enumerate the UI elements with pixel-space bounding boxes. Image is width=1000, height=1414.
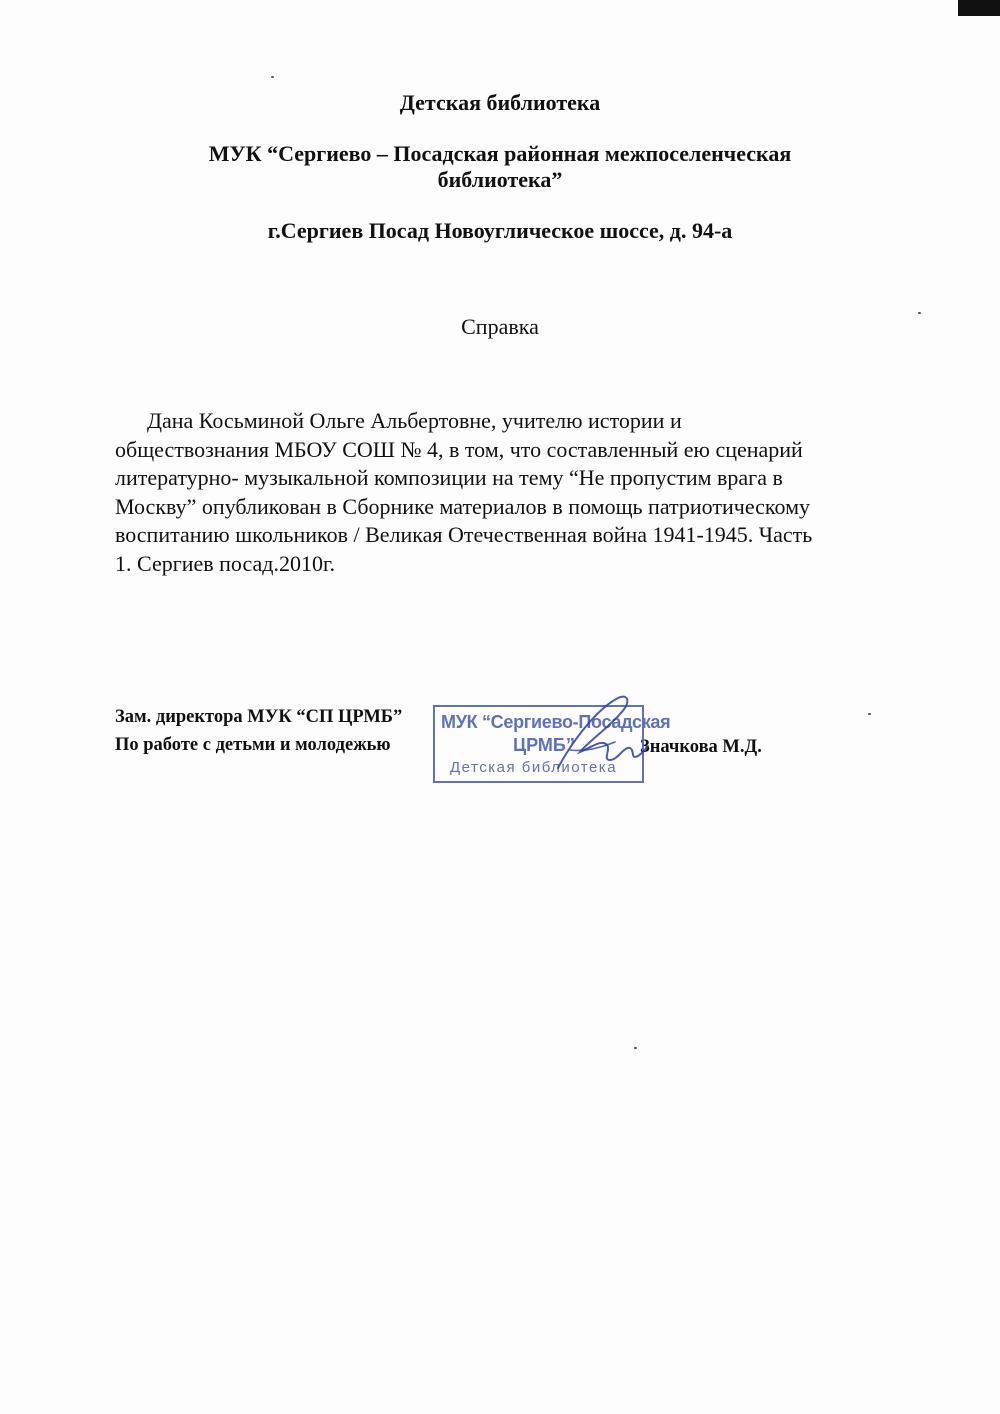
address: г.Сергиев Посад Новоуглическое шоссе, д. 94-а: [267, 218, 733, 243]
signer-position-line2: По работе с детьми и молодежью: [115, 735, 391, 755]
library-name: Детская библиотека: [399, 90, 601, 115]
handwritten-signature: [540, 690, 650, 780]
body-line: Москву” опубликован в Сборнике материалов в помощь патриотическому: [115, 493, 810, 519]
signer-position-line1: Зам. директора МУК “СП ЦРМБ”: [115, 707, 403, 727]
body-line: обществознания МБОУ СОШ № 4, в том, что составленный ею сценарий: [115, 436, 803, 462]
scan-speck: [271, 76, 274, 78]
document-title: Справка: [461, 314, 539, 339]
body-line: Дана Косьминой Ольге Альбертовне, учителю истории и: [147, 408, 682, 433]
certificate-body: [115, 407, 875, 578]
stamp-text-line2: ЦРМБ”: [513, 735, 575, 755]
body-line: воспитанию школьников / Великая Отечественная война 1941-1945. Часть: [115, 522, 813, 547]
organization-name-line2: библиотека”: [437, 167, 563, 192]
stamp-text-line3: Детская библиотека: [450, 759, 618, 776]
organization-name-line1: МУК “Сергиево – Посадская районная межпоселенческая: [208, 141, 792, 166]
scan-corner-mark: [958, 0, 1000, 16]
scan-speck: [634, 1047, 637, 1049]
signer-name: Значкова М.Д.: [640, 737, 762, 757]
body-line: 1. Сергиев посад.2010г.: [115, 550, 336, 576]
scan-speck: [868, 713, 871, 715]
body-line: литературно- музыкальной композиции на тему “Не пропустим врага в: [115, 465, 783, 490]
stamp-text-line1: МУК “Сергиево-Посадская: [441, 712, 671, 732]
